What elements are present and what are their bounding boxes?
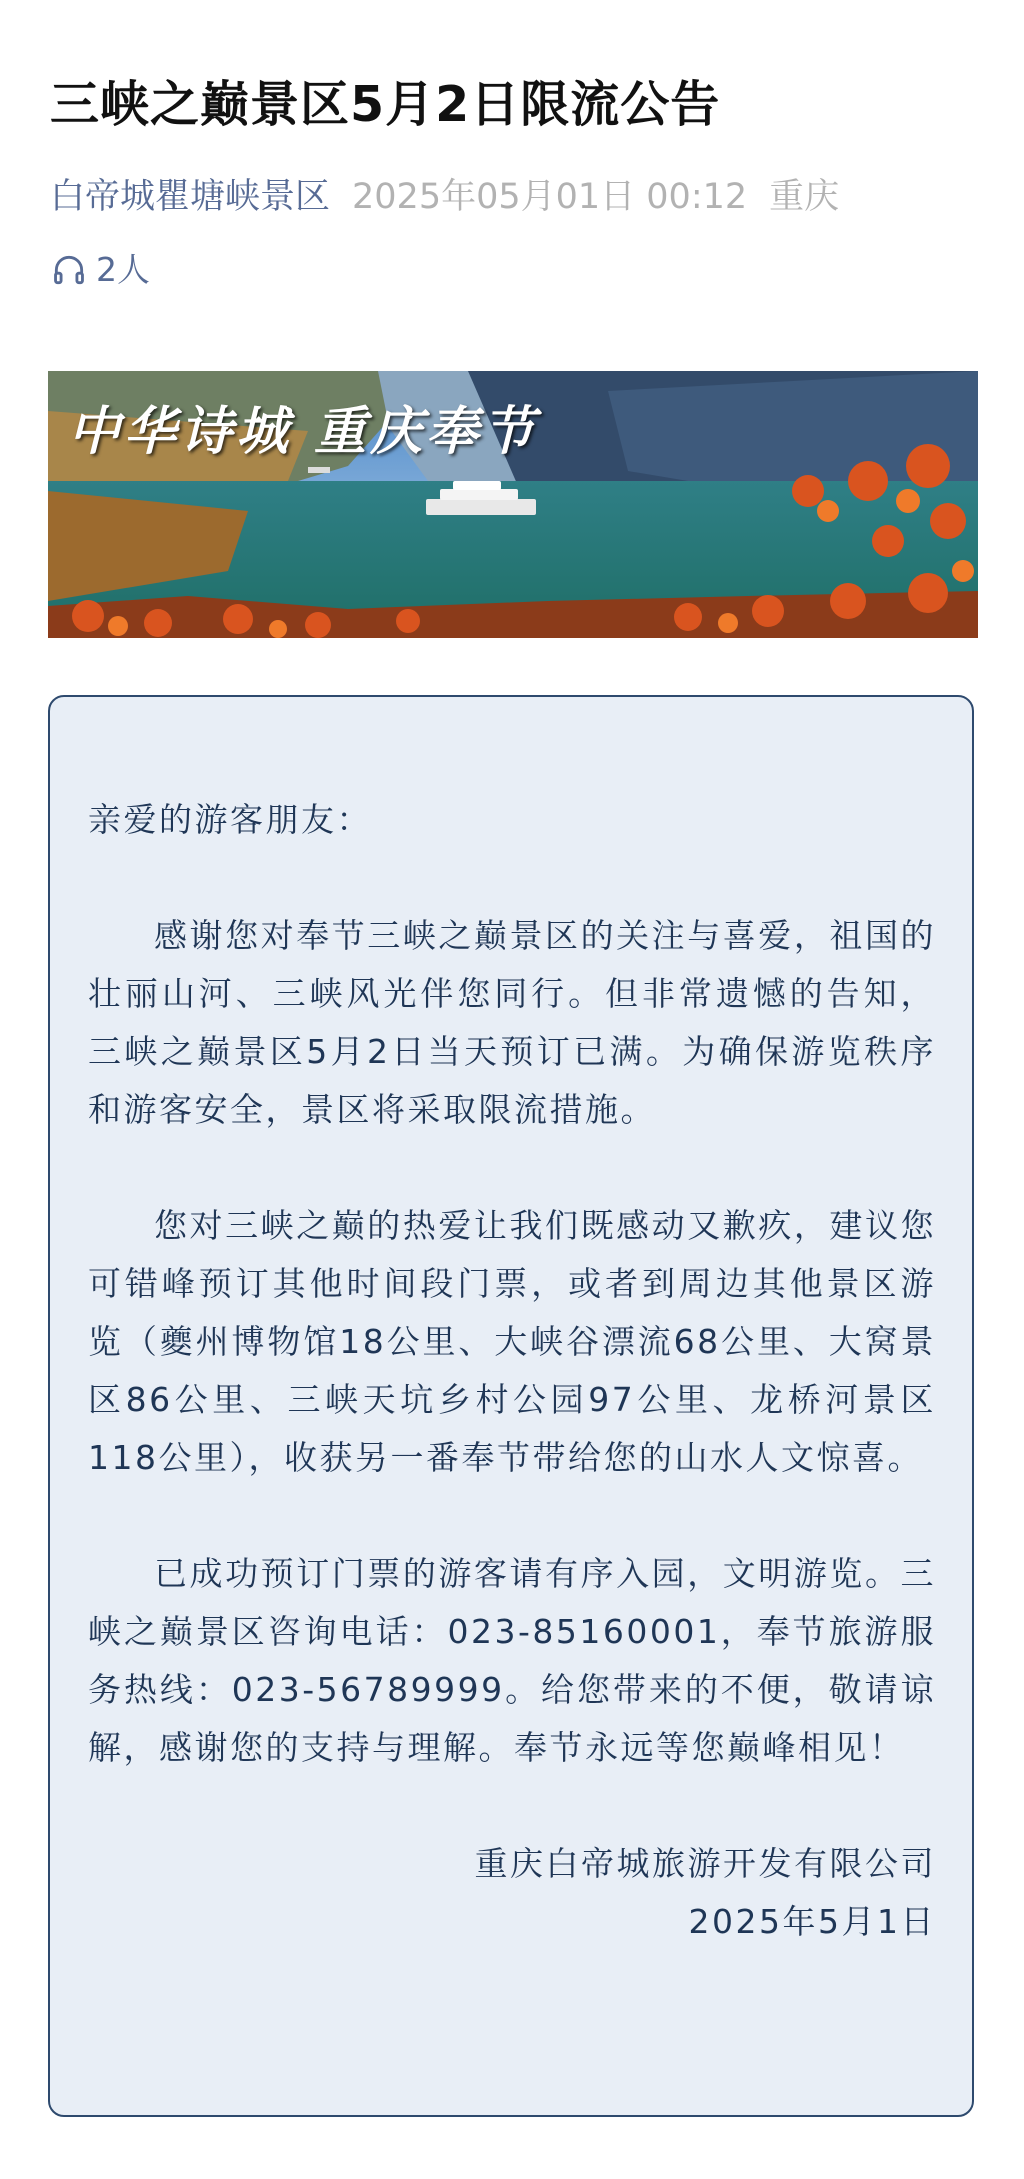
notice-paragraph-2: 您对三峡之巅的热爱让我们既感动又歉疚，建议您可错峰预订其他时间段门票，或者到周边其他景区游览（夔州博物馆18公里、大峡谷漂流68公里、大窝景区86公里、三峡天坑乡村公园97公里、龙桥河景区118公里），收获另一番奉节带给您的山水人文惊喜。 (88, 1206, 936, 1477)
listen-count[interactable] (50, 245, 150, 295)
article-title: 三峡之巅景区5月2日限流公告 (50, 76, 721, 133)
notice-signature: 重庆白帝城旅游开发有限公司 (474, 1844, 936, 1883)
notice-paragraph-1: 感谢您对奉节三峡之巅景区的关注与喜爱，祖国的壮丽山河、三峡风光伴您同行。但非常遗憾的告知，三峡之巅景区5月2日当天预订已满。为确保游览秩序和游客安全，景区将采取限流措施。 (88, 916, 936, 1129)
publish-datetime: 2025年05月01日 00:12 (352, 177, 748, 217)
article-meta (50, 172, 839, 222)
banner-image (48, 371, 978, 638)
listen-count-label: 2人 (96, 250, 150, 289)
account-name-link[interactable]: 白帝城瞿塘峡景区 (50, 177, 331, 217)
banner-caption: 中华诗城 重庆奉节 (68, 401, 539, 462)
publish-location: 重庆 (769, 177, 840, 217)
notice-paragraph-3: 已成功预订门票的游客请有序入园，文明游览。三峡之巅景区咨询电话：023-85160001，奉节旅游服务热线：023-56789999。给您带来的不便，敬请谅解，感谢您的支持与理解。奉节永远等您巅峰相见！ (88, 1554, 936, 1767)
headphones-icon (50, 251, 88, 289)
notice-body (88, 791, 936, 1951)
notice-box (48, 695, 974, 2117)
notice-greeting: 亲爱的游客朋友： (88, 800, 372, 839)
notice-date: 2025年5月1日 (688, 1902, 936, 1941)
